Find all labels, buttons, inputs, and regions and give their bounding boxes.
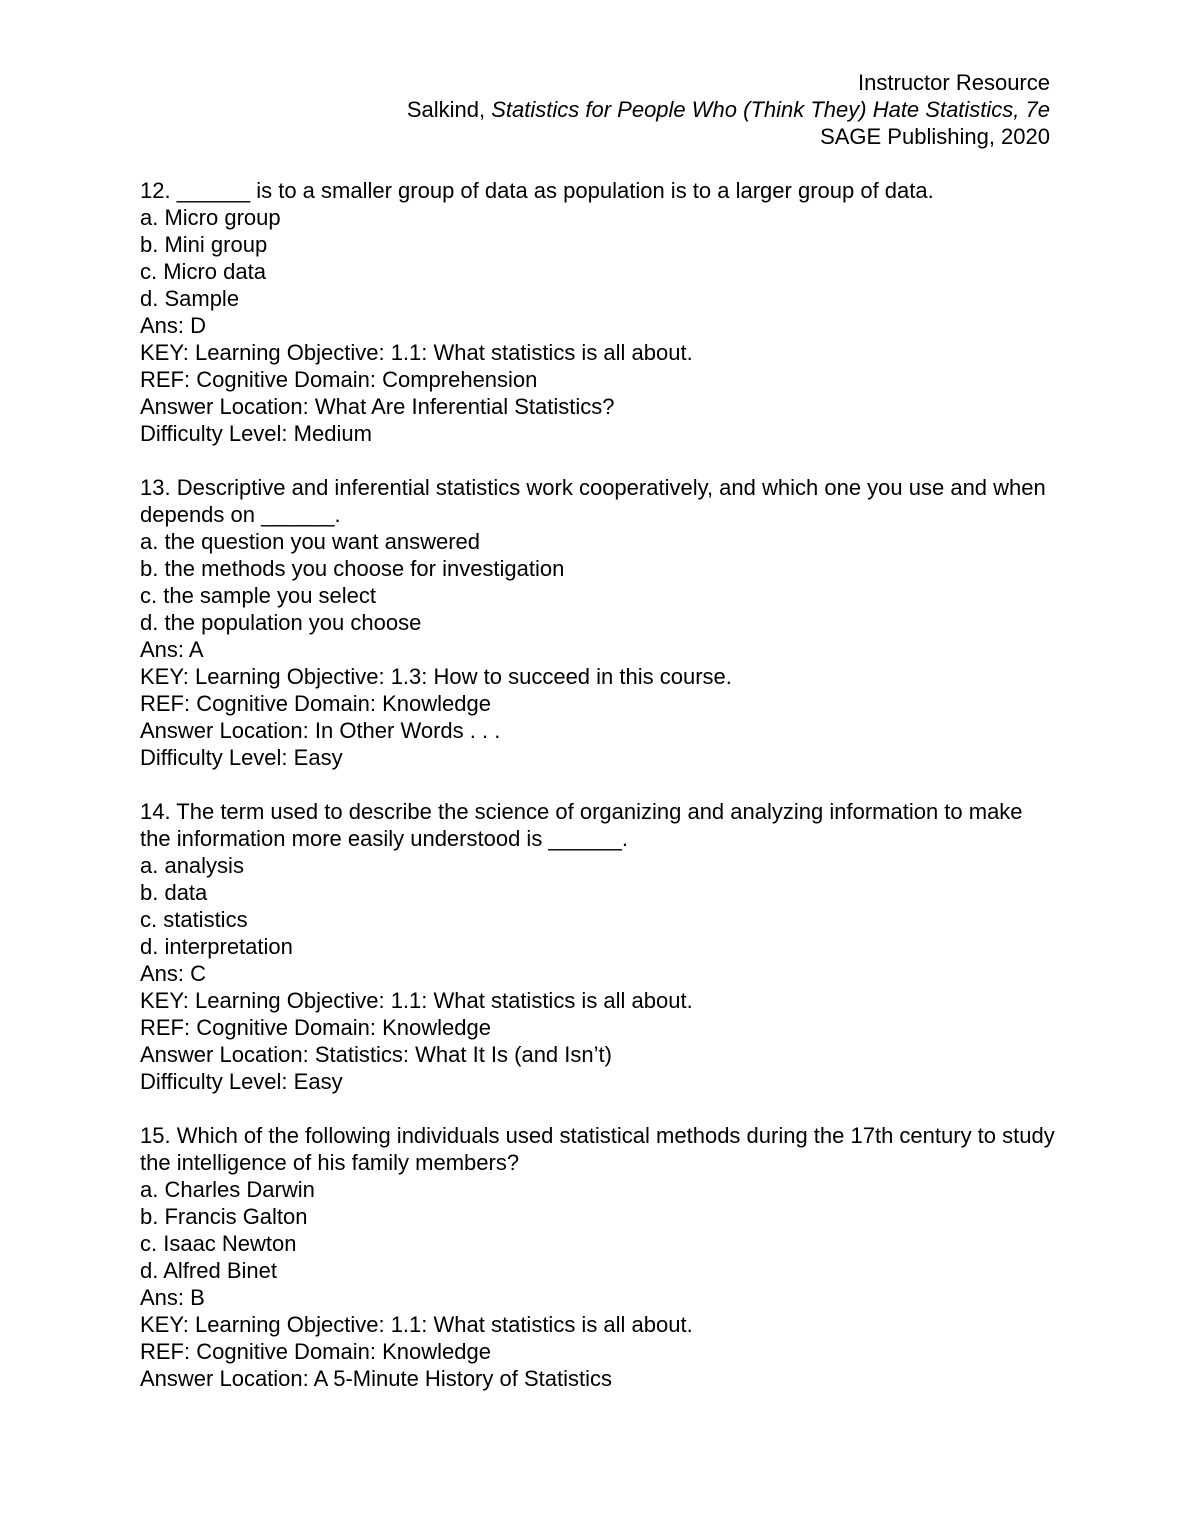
answer-option: a. Charles Darwin	[140, 1177, 315, 1202]
answer-option: d. the population you choose	[140, 610, 422, 635]
answer-option: b. the methods you choose for investigation	[140, 556, 565, 581]
question-15	[140, 1122, 1055, 1392]
answer-option: d. Sample	[140, 286, 240, 311]
answer-option: b. Mini group	[140, 232, 268, 257]
difficulty-level: Difficulty Level: Easy	[140, 1069, 343, 1094]
cognitive-domain: REF: Cognitive Domain: Knowledge	[140, 1015, 491, 1040]
answer-option: d. Alfred Binet	[140, 1258, 277, 1283]
answer-option: c. Micro data	[140, 259, 266, 284]
question-stem: 15. Which of the following individuals used statistical methods during the 17th century to study the intelligence of his family members?	[140, 1123, 1055, 1175]
answer-location: Answer Location: Statistics: What It Is (and Isn’t)	[140, 1042, 612, 1067]
difficulty-level: Difficulty Level: Easy	[140, 745, 343, 770]
answer-option: c. the sample you select	[140, 583, 377, 608]
question-13	[140, 474, 1055, 771]
answer-location: Answer Location: What Are Inferential Statistics?	[140, 394, 615, 419]
answer-option: d. interpretation	[140, 934, 293, 959]
answer-option: c. statistics	[140, 907, 248, 932]
answer-option: a. Micro group	[140, 205, 281, 230]
question-list	[140, 177, 1055, 1419]
correct-answer: Ans: A	[140, 637, 204, 662]
cognitive-domain: REF: Cognitive Domain: Knowledge	[140, 691, 491, 716]
answer-location: Answer Location: In Other Words . . .	[140, 718, 501, 743]
header-author: Salkind,	[406, 97, 492, 122]
correct-answer: Ans: C	[140, 961, 207, 986]
learning-objective: KEY: Learning Objective: 1.3: How to succeed in this course.	[140, 664, 732, 689]
answer-option: a. analysis	[140, 853, 244, 878]
question-stem: 12. ______ is to a smaller group of data as population is to a larger group of data.	[140, 178, 934, 203]
learning-objective: KEY: Learning Objective: 1.1: What statistics is all about.	[140, 340, 693, 365]
cognitive-domain: REF: Cognitive Domain: Knowledge	[140, 1339, 491, 1364]
question-14	[140, 798, 1055, 1095]
header-book-citation	[150, 96, 1050, 123]
answer-option: a. the question you want answered	[140, 529, 481, 554]
page-header	[150, 69, 1050, 150]
answer-option: b. data	[140, 880, 208, 905]
learning-objective: KEY: Learning Objective: 1.1: What statistics is all about.	[140, 1312, 693, 1337]
header-book-title: Statistics for People Who (Think They) Hate Statistics, 7e	[491, 97, 1050, 122]
learning-objective: KEY: Learning Objective: 1.1: What statistics is all about.	[140, 988, 693, 1013]
cognitive-domain: REF: Cognitive Domain: Comprehension	[140, 367, 538, 392]
question-12	[140, 177, 1055, 447]
correct-answer: Ans: B	[140, 1285, 205, 1310]
answer-location: Answer Location: A 5-Minute History of Statistics	[140, 1366, 612, 1391]
header-resource-label: Instructor Resource	[858, 70, 1050, 95]
correct-answer: Ans: D	[140, 313, 207, 338]
answer-option: c. Isaac Newton	[140, 1231, 297, 1256]
difficulty-level: Difficulty Level: Medium	[140, 421, 372, 446]
answer-option: b. Francis Galton	[140, 1204, 308, 1229]
question-stem: 14. The term used to describe the science of organizing and analyzing information to make the information more easily understood is ______.	[140, 799, 1023, 851]
question-stem: 13. Descriptive and inferential statistics work cooperatively, and which one you use and when depends on ______.	[140, 475, 1046, 527]
header-publisher: SAGE Publishing, 2020	[820, 124, 1050, 149]
